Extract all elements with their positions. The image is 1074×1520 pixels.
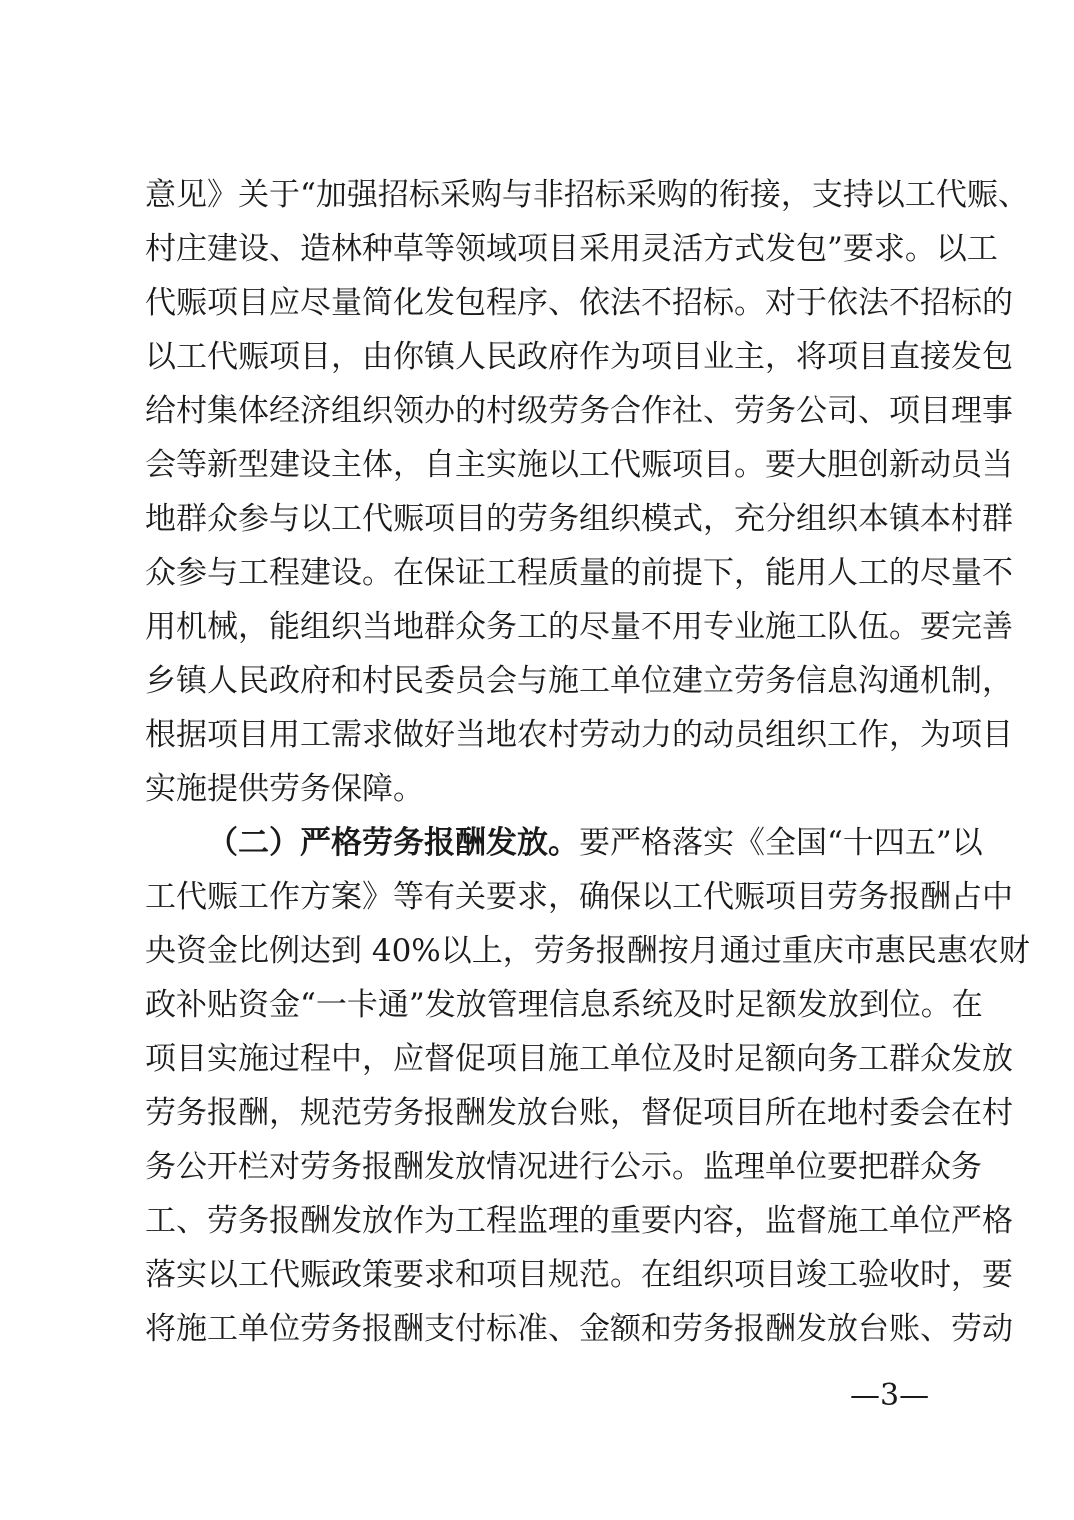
paragraph-2-first-line: [145, 816, 983, 870]
text-line: 给村集体经济组织领办的村级劳务合作社、劳务公司、项目理事: [145, 393, 1013, 429]
section-heading: （二）严格劳务报酬发放。: [207, 825, 579, 861]
text-line: 工、劳务报酬发放作为工程监理的重要内容，监督施工单位严格: [145, 1203, 1013, 1239]
text-line: 落实以工代赈政策要求和项目规范。在组织项目竣工验收时，要: [145, 1257, 1013, 1293]
document-page: [145, 168, 1030, 1356]
text-line: 实施提供劳务保障。: [145, 771, 424, 807]
text-line: 村庄建设、造林种草等领域项目采用灵活方式发包”要求。以工: [145, 231, 998, 267]
text-line: 央资金比例达到 40%以上，劳务报酬按月通过重庆市惠民惠农财: [145, 933, 1030, 969]
text-line: 政补贴资金“一卡通”发放管理信息系统及时足额发放到位。在: [145, 987, 983, 1023]
text-line: 乡镇人民政府和村民委员会与施工单位建立劳务信息沟通机制，: [145, 663, 1013, 699]
text-line: 务公开栏对劳务报酬发放情况进行公示。监理单位要把群众务: [145, 1149, 982, 1185]
text-line: 项目实施过程中，应督促项目施工单位及时足额向务工群众发放: [145, 1041, 1013, 1077]
text-line: 劳务报酬，规范劳务报酬发放台账，督促项目所在地村委会在村: [145, 1095, 1013, 1131]
text-line: 用机械，能组织当地群众务工的尽量不用专业施工队伍。要完善: [145, 609, 1013, 645]
text-line: 根据项目用工需求做好当地农村劳动力的动员组织工作，为项目: [145, 717, 1013, 753]
paragraph-2: [145, 816, 1030, 1356]
paragraph-1: [145, 168, 1029, 816]
text-line: 地群众参与以工代赈项目的劳务组织模式，充分组织本镇本村群: [145, 501, 1013, 537]
text-line: 意见》关于“加强招标采购与非招标采购的衔接，支持以工代赈、: [145, 177, 1029, 213]
text-line: 代赈项目应尽量简化发包程序、依法不招标。对于依法不招标的: [145, 285, 1013, 321]
text-line: 工代赈工作方案》等有关要求，确保以工代赈项目劳务报酬占中: [145, 879, 1013, 915]
text-line: 会等新型建设主体，自主实施以工代赈项目。要大胆创新动员当: [145, 447, 1013, 483]
text-line: 众参与工程建设。在保证工程质量的前提下，能用人工的尽量不: [145, 555, 1013, 591]
text-line: 以工代赈项目，由你镇人民政府作为项目业主，将项目直接发包: [145, 339, 1013, 375]
page-number: —3—: [850, 1378, 930, 1413]
text-segment: 要严格落实《全国“十四五”以: [579, 825, 983, 861]
text-line: 将施工单位劳务报酬支付标准、金额和劳务报酬发放台账、劳动: [145, 1311, 1013, 1347]
